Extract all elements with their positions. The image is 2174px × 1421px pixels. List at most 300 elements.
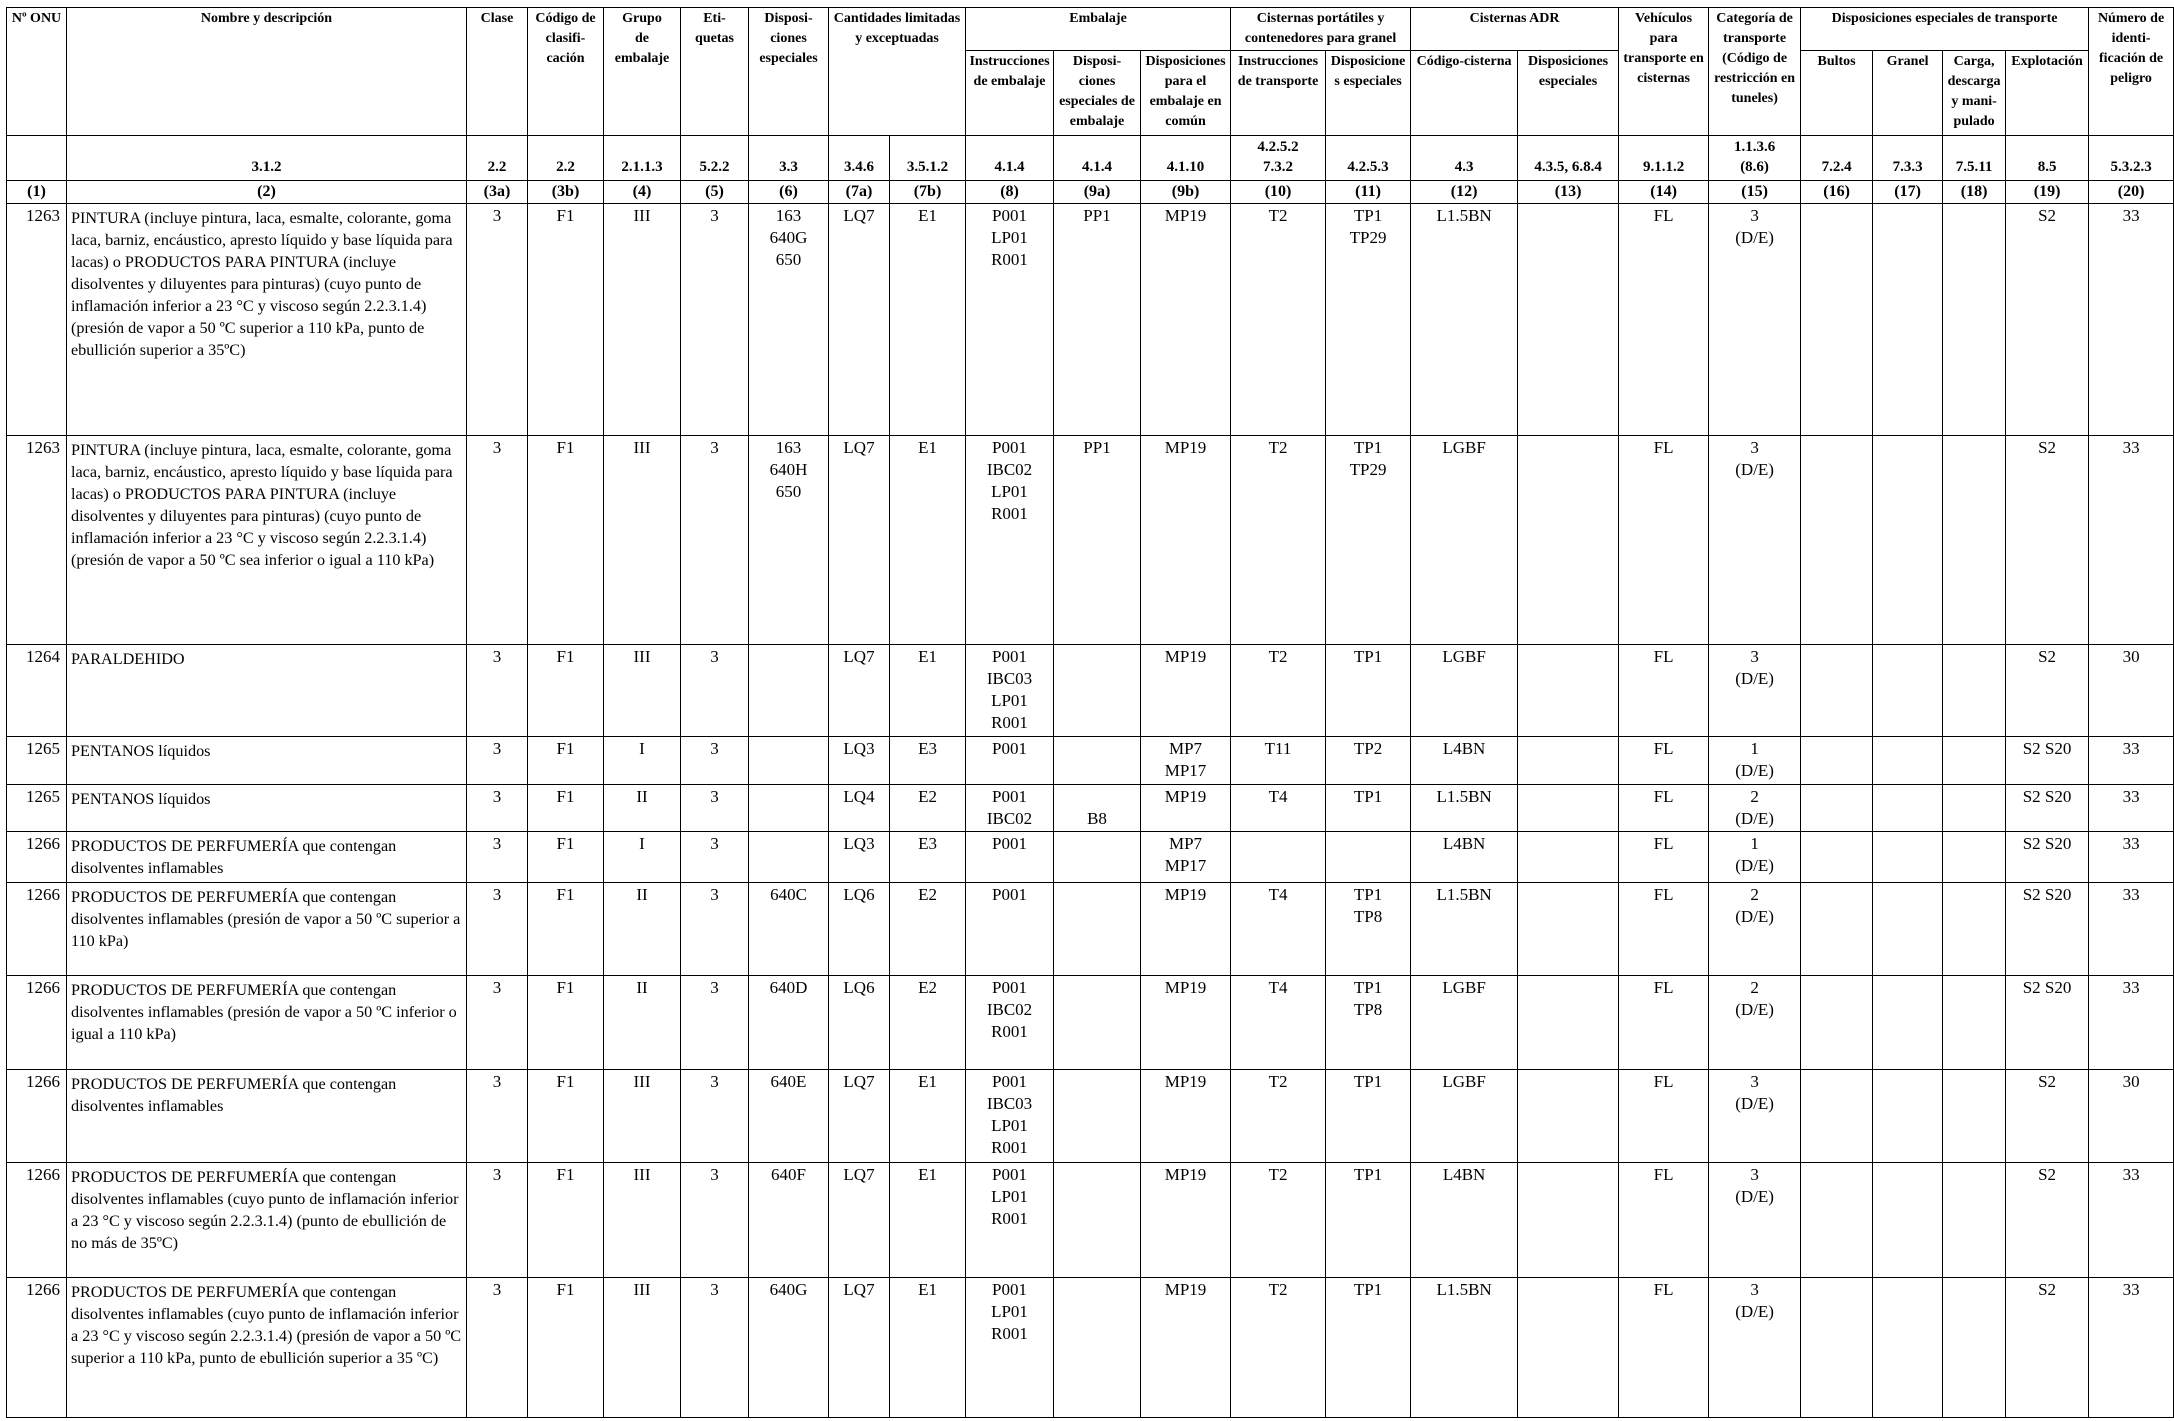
cell-operation: S2	[2006, 436, 2089, 645]
cell-substance-name: PRODUCTOS DE PERFUMERÍA que contengan disolventes inflamables	[67, 1070, 467, 1162]
header-cisternas-portatiles: Cisternas portátiles y contenedores para granel	[1231, 8, 1411, 51]
header-etiquetas: Eti- quetas	[681, 8, 749, 136]
cell-adr-tank-provisions	[1518, 784, 1619, 832]
cell-transport-category: 2 (D/E)	[1709, 976, 1801, 1070]
cell-packing-special-provisions: B8	[1054, 784, 1141, 832]
section-ref: 4.1.10	[1141, 136, 1231, 181]
cell-loading	[1943, 1070, 2006, 1162]
cell-tank-code: LGBF	[1411, 644, 1518, 736]
cell-excepted-quantity: E2	[890, 882, 966, 975]
column-number-row	[7, 181, 2174, 204]
column-number: (8)	[966, 181, 1054, 204]
cell-substance-name: PRODUCTOS DE PERFUMERÍA que contengan disolventes inflamables (presión de vapor a 50 ºC superior a 110 kPa)	[67, 882, 467, 975]
cell-onu-number: 1266	[7, 976, 67, 1070]
cell-packing-group: III	[604, 204, 681, 436]
cell-packing-group: II	[604, 882, 681, 975]
column-number: (14)	[1619, 181, 1709, 204]
cell-tank-special-provisions	[1326, 832, 1411, 883]
cell-packages	[1801, 976, 1873, 1070]
cell-onu-number: 1266	[7, 1162, 67, 1278]
cell-class: 3	[467, 882, 528, 975]
cell-tank-code: L1.5BN	[1411, 1278, 1518, 1418]
table-row	[7, 784, 2174, 832]
cell-tank-special-provisions: TP2	[1326, 737, 1411, 785]
cell-packing-instructions: P001	[966, 882, 1054, 975]
cell-operation: S2	[2006, 204, 2089, 436]
cell-tank-code: LGBF	[1411, 436, 1518, 645]
cell-tank-vehicle: FL	[1619, 882, 1709, 975]
cell-loading	[1943, 784, 2006, 832]
cell-adr-tank-provisions	[1518, 436, 1619, 645]
cell-labels: 3	[681, 204, 749, 436]
cell-tank-code: L4BN	[1411, 737, 1518, 785]
cell-packages	[1801, 882, 1873, 975]
cell-special-provisions: 640D	[749, 976, 829, 1070]
cell-substance-name: PENTANOS líquidos	[67, 737, 467, 785]
cell-operation: S2 S20	[2006, 882, 2089, 975]
column-number: (11)	[1326, 181, 1411, 204]
column-number: (12)	[1411, 181, 1518, 204]
cell-excepted-quantity: E1	[890, 436, 966, 645]
cell-adr-tank-provisions	[1518, 204, 1619, 436]
cell-labels: 3	[681, 832, 749, 883]
cell-class: 3	[467, 644, 528, 736]
section-ref: 4.1.4	[966, 136, 1054, 181]
cell-bulk	[1873, 436, 1943, 645]
cell-bulk	[1873, 1070, 1943, 1162]
header-nombre: Nombre y descripción	[67, 8, 467, 136]
cell-loading	[1943, 1278, 2006, 1418]
cell-loading	[1943, 882, 2006, 975]
cell-tank-vehicle: FL	[1619, 737, 1709, 785]
cell-mixed-packing: MP19	[1141, 882, 1231, 975]
cell-limited-quantity: LQ6	[829, 976, 890, 1070]
cell-class: 3	[467, 832, 528, 883]
column-number: (18)	[1943, 181, 2006, 204]
column-number: (17)	[1873, 181, 1943, 204]
header-bultos: Bultos	[1801, 51, 1873, 136]
cell-transport-category: 1 (D/E)	[1709, 832, 1801, 883]
cell-operation: S2	[2006, 1070, 2089, 1162]
cell-transport-category: 3 (D/E)	[1709, 436, 1801, 645]
cell-packages	[1801, 1162, 1873, 1278]
cell-hazard-number: 30	[2089, 644, 2174, 736]
cell-tank-vehicle: FL	[1619, 644, 1709, 736]
header-codigo-cisterna: Código-cisterna	[1411, 51, 1518, 136]
cell-packing-instructions: P001	[966, 737, 1054, 785]
cell-tank-vehicle: FL	[1619, 436, 1709, 645]
cell-bulk	[1873, 882, 1943, 975]
cell-transport-category: 2 (D/E)	[1709, 882, 1801, 975]
header-carga: Carga, descarga y mani- pulado	[1943, 51, 2006, 136]
cell-tank-vehicle: FL	[1619, 832, 1709, 883]
table-row	[7, 976, 2174, 1070]
cell-class: 3	[467, 737, 528, 785]
cell-classification-code: F1	[528, 436, 604, 645]
section-ref: 1.1.3.6 (8.6)	[1709, 136, 1801, 181]
cell-transport-category: 3 (D/E)	[1709, 1070, 1801, 1162]
cell-class: 3	[467, 436, 528, 645]
cell-tank-instructions: T4	[1231, 976, 1326, 1070]
cell-classification-code: F1	[528, 1070, 604, 1162]
cell-tank-special-provisions: TP1	[1326, 1162, 1411, 1278]
cell-substance-name: PRODUCTOS DE PERFUMERÍA que contengan disolventes inflamables	[67, 832, 467, 883]
cell-loading	[1943, 1162, 2006, 1278]
table-row	[7, 1162, 2174, 1278]
section-ref: 3.5.1.2	[890, 136, 966, 181]
cell-classification-code: F1	[528, 784, 604, 832]
cell-limited-quantity: LQ3	[829, 832, 890, 883]
cell-special-provisions: 640E	[749, 1070, 829, 1162]
cell-substance-name: PINTURA (incluye pintura, laca, esmalte, colorante, goma laca, barniz, encáustico, apresto líquido y base líquida para lacas) o PRODUCTOS PARA PINTURA (incluye disolventes y diluyentes para pinturas) (cuyo punto de inflamación inferior a 23 °C y viscoso según 2.2.3.1.4) (presión de vapor a 50 ºC sea inferior o igual a 110 kPa)	[67, 436, 467, 645]
cell-onu-number: 1266	[7, 832, 67, 883]
cell-class: 3	[467, 1278, 528, 1418]
section-ref: 5.3.2.3	[2089, 136, 2174, 181]
header-instrucciones-embalaje: Instrucciones de embalaje	[966, 51, 1054, 136]
cell-special-provisions	[749, 832, 829, 883]
cell-mixed-packing: MP7 MP17	[1141, 832, 1231, 883]
cell-packages	[1801, 204, 1873, 436]
cell-packing-instructions: P001 IBC02 LP01 R001	[966, 436, 1054, 645]
column-number: (7b)	[890, 181, 966, 204]
column-number: (1)	[7, 181, 67, 204]
cell-mixed-packing: MP19	[1141, 644, 1231, 736]
cell-hazard-number: 33	[2089, 1278, 2174, 1418]
header-clase: Clase	[467, 8, 528, 136]
table-header	[7, 8, 2174, 204]
section-ref: 2.2	[528, 136, 604, 181]
cell-labels: 3	[681, 737, 749, 785]
header-embalaje: Embalaje	[966, 8, 1231, 51]
cell-packing-group: III	[604, 1070, 681, 1162]
cell-packing-special-provisions	[1054, 976, 1141, 1070]
cell-operation: S2 S20	[2006, 784, 2089, 832]
cell-special-provisions: 640G	[749, 1278, 829, 1418]
column-number: (15)	[1709, 181, 1801, 204]
cell-tank-code: LGBF	[1411, 976, 1518, 1070]
cell-labels: 3	[681, 784, 749, 832]
cell-tank-instructions: T11	[1231, 737, 1326, 785]
header-explotacion: Explotación	[2006, 51, 2089, 136]
cell-onu-number: 1265	[7, 737, 67, 785]
header-onu: Nº ONU	[7, 8, 67, 136]
cell-packing-group: III	[604, 1278, 681, 1418]
cell-excepted-quantity: E1	[890, 644, 966, 736]
section-ref: 3.4.6	[829, 136, 890, 181]
cell-hazard-number: 30	[2089, 1070, 2174, 1162]
cell-packing-instructions: P001 IBC03 LP01 R001	[966, 1070, 1054, 1162]
cell-packing-special-provisions	[1054, 832, 1141, 883]
cell-tank-instructions: T2	[1231, 644, 1326, 736]
cell-labels: 3	[681, 976, 749, 1070]
cell-packing-special-provisions	[1054, 1162, 1141, 1278]
column-number: (19)	[2006, 181, 2089, 204]
header-disposiciones-cisternas: Disposicione s especiales	[1326, 51, 1411, 136]
cell-tank-special-provisions: TP1 TP29	[1326, 204, 1411, 436]
column-number: (13)	[1518, 181, 1619, 204]
cell-classification-code: F1	[528, 1162, 604, 1278]
column-number: (5)	[681, 181, 749, 204]
cell-packing-group: II	[604, 976, 681, 1070]
cell-tank-instructions: T2	[1231, 436, 1326, 645]
section-ref: 7.5.11	[1943, 136, 2006, 181]
cell-operation: S2 S20	[2006, 976, 2089, 1070]
cell-excepted-quantity: E3	[890, 737, 966, 785]
column-number: (3b)	[528, 181, 604, 204]
cell-adr-tank-provisions	[1518, 882, 1619, 975]
cell-tank-code: L4BN	[1411, 1162, 1518, 1278]
column-number: (9b)	[1141, 181, 1231, 204]
cell-tank-instructions: T2	[1231, 1162, 1326, 1278]
cell-onu-number: 1266	[7, 1278, 67, 1418]
cell-tank-special-provisions: TP1	[1326, 644, 1411, 736]
header-instrucciones-transporte: Instrucciones de transporte	[1231, 51, 1326, 136]
cell-tank-code: L1.5BN	[1411, 204, 1518, 436]
cell-bulk	[1873, 784, 1943, 832]
cell-transport-category: 1 (D/E)	[1709, 737, 1801, 785]
cell-adr-tank-provisions	[1518, 1162, 1619, 1278]
cell-tank-vehicle: FL	[1619, 1278, 1709, 1418]
cell-bulk	[1873, 976, 1943, 1070]
cell-classification-code: F1	[528, 204, 604, 436]
cell-tank-special-provisions: TP1 TP29	[1326, 436, 1411, 645]
cell-packages	[1801, 436, 1873, 645]
cell-packing-group: III	[604, 436, 681, 645]
cell-classification-code: F1	[528, 832, 604, 883]
cell-limited-quantity: LQ7	[829, 1162, 890, 1278]
column-number: (16)	[1801, 181, 1873, 204]
cell-substance-name: PARALDEHIDO	[67, 644, 467, 736]
cell-excepted-quantity: E2	[890, 976, 966, 1070]
cell-transport-category: 2 (D/E)	[1709, 784, 1801, 832]
column-number: (10)	[1231, 181, 1326, 204]
cell-bulk	[1873, 644, 1943, 736]
header-disposiciones-comun: Disposiciones para el embalaje en común	[1141, 51, 1231, 136]
cell-operation: S2	[2006, 644, 2089, 736]
cell-substance-name: PRODUCTOS DE PERFUMERÍA que contengan disolventes inflamables (presión de vapor a 50 ºC inferior o igual a 110 kPa)	[67, 976, 467, 1070]
cell-mixed-packing: MP19	[1141, 1162, 1231, 1278]
cell-tank-code: L4BN	[1411, 832, 1518, 883]
cell-packing-group: I	[604, 832, 681, 883]
cell-tank-instructions: T4	[1231, 882, 1326, 975]
section-ref	[7, 136, 67, 181]
cell-packing-special-provisions: PP1	[1054, 436, 1141, 645]
cell-operation: S2	[2006, 1278, 2089, 1418]
cell-packages	[1801, 832, 1873, 883]
cell-limited-quantity: LQ3	[829, 737, 890, 785]
cell-classification-code: F1	[528, 737, 604, 785]
section-ref: 3.1.2	[67, 136, 467, 181]
cell-tank-code: L1.5BN	[1411, 784, 1518, 832]
cell-packing-special-provisions	[1054, 1278, 1141, 1418]
cell-limited-quantity: LQ7	[829, 436, 890, 645]
cell-classification-code: F1	[528, 882, 604, 975]
cell-labels: 3	[681, 1278, 749, 1418]
cell-loading	[1943, 737, 2006, 785]
column-number: (3a)	[467, 181, 528, 204]
cell-loading	[1943, 644, 2006, 736]
cell-limited-quantity: LQ7	[829, 1070, 890, 1162]
cell-packing-instructions: P001 LP01 R001	[966, 1278, 1054, 1418]
cell-excepted-quantity: E2	[890, 784, 966, 832]
cell-adr-tank-provisions	[1518, 644, 1619, 736]
cell-bulk	[1873, 1278, 1943, 1418]
cell-classification-code: F1	[528, 1278, 604, 1418]
cell-packing-instructions: P001 IBC02 R001	[966, 976, 1054, 1070]
header-numero-peligro: Número de identi- ficación de peligro	[2089, 8, 2174, 136]
cell-classification-code: F1	[528, 976, 604, 1070]
cell-tank-vehicle: FL	[1619, 1162, 1709, 1278]
cell-bulk	[1873, 204, 1943, 436]
cell-loading	[1943, 204, 2006, 436]
cell-labels: 3	[681, 1070, 749, 1162]
table-row	[7, 1278, 2174, 1418]
section-ref: 8.5	[2006, 136, 2089, 181]
cell-tank-instructions: T2	[1231, 1070, 1326, 1162]
cell-hazard-number: 33	[2089, 784, 2174, 832]
cell-adr-tank-provisions	[1518, 976, 1619, 1070]
table-row	[7, 644, 2174, 736]
cell-packing-instructions: P001 LP01 R001	[966, 204, 1054, 436]
header-cantidades: Cantidades limitadas y exceptuadas	[829, 8, 966, 136]
table-row	[7, 1070, 2174, 1162]
section-ref: 9.1.1.2	[1619, 136, 1709, 181]
table-row	[7, 832, 2174, 883]
cell-loading	[1943, 976, 2006, 1070]
section-reference-row	[7, 136, 2174, 181]
cell-special-provisions: 640C	[749, 882, 829, 975]
cell-class: 3	[467, 976, 528, 1070]
cell-labels: 3	[681, 882, 749, 975]
cell-hazard-number: 33	[2089, 832, 2174, 883]
cell-onu-number: 1263	[7, 204, 67, 436]
cell-excepted-quantity: E3	[890, 832, 966, 883]
cell-tank-special-provisions: TP1	[1326, 784, 1411, 832]
column-number: (6)	[749, 181, 829, 204]
cell-mixed-packing: MP19	[1141, 976, 1231, 1070]
cell-hazard-number: 33	[2089, 436, 2174, 645]
section-ref: 2.2	[467, 136, 528, 181]
cell-tank-special-provisions: TP1	[1326, 1278, 1411, 1418]
cell-transport-category: 3 (D/E)	[1709, 644, 1801, 736]
cell-classification-code: F1	[528, 644, 604, 736]
cell-transport-category: 3 (D/E)	[1709, 204, 1801, 436]
cell-class: 3	[467, 204, 528, 436]
cell-packages	[1801, 1070, 1873, 1162]
header-grupo: Grupo de embalaje	[604, 8, 681, 136]
cell-packing-group: III	[604, 1162, 681, 1278]
cell-onu-number: 1265	[7, 784, 67, 832]
cell-operation: S2 S20	[2006, 737, 2089, 785]
cell-limited-quantity: LQ4	[829, 784, 890, 832]
column-number: (4)	[604, 181, 681, 204]
cell-operation: S2	[2006, 1162, 2089, 1278]
cell-operation: S2 S20	[2006, 832, 2089, 883]
table-row	[7, 436, 2174, 645]
section-ref: 4.2.5.3	[1326, 136, 1411, 181]
cell-mixed-packing: MP19	[1141, 1278, 1231, 1418]
table-row	[7, 737, 2174, 785]
cell-onu-number: 1264	[7, 644, 67, 736]
cell-tank-instructions	[1231, 832, 1326, 883]
cell-packing-group: II	[604, 784, 681, 832]
section-ref: 3.3	[749, 136, 829, 181]
cell-tank-vehicle: FL	[1619, 204, 1709, 436]
table-row	[7, 204, 2174, 436]
section-ref: 2.1.1.3	[604, 136, 681, 181]
cell-substance-name: PRODUCTOS DE PERFUMERÍA que contengan disolventes inflamables (cuyo punto de inflamación inferior a 23 °C y viscoso según 2.2.3.1.4) (punto de ebullición de no más de 35ºC)	[67, 1162, 467, 1278]
cell-hazard-number: 33	[2089, 737, 2174, 785]
cell-special-provisions: 163 640H 650	[749, 436, 829, 645]
cell-packing-special-provisions	[1054, 737, 1141, 785]
header-disposiciones-embalaje: Disposi- ciones especiales de embalaje	[1054, 51, 1141, 136]
cell-transport-category: 3 (D/E)	[1709, 1162, 1801, 1278]
dangerous-goods-table	[6, 7, 2174, 1418]
column-number: (7a)	[829, 181, 890, 204]
cell-mixed-packing: MP19	[1141, 1070, 1231, 1162]
cell-packages	[1801, 644, 1873, 736]
cell-mixed-packing: MP19	[1141, 784, 1231, 832]
cell-packing-group: I	[604, 737, 681, 785]
cell-packing-special-provisions	[1054, 882, 1141, 975]
cell-substance-name: PINTURA (incluye pintura, laca, esmalte, colorante, goma laca, barniz, encáustico, apresto líquido y base líquida para lacas) o PRODUCTOS PARA PINTURA (incluye disolventes y diluyentes para pinturas) (cuyo punto de inflamación inferior a 23 °C y viscoso según 2.2.3.1.4) (presión de vapor a 50 ºC superior a 110 kPa, punto de ebullición superior a 35ºC)	[67, 204, 467, 436]
cell-packing-special-provisions: PP1	[1054, 204, 1141, 436]
cell-packing-instructions: P001 IBC02	[966, 784, 1054, 832]
cell-tank-code: L1.5BN	[1411, 882, 1518, 975]
cell-hazard-number: 33	[2089, 976, 2174, 1070]
cell-tank-vehicle: FL	[1619, 784, 1709, 832]
cell-packing-special-provisions	[1054, 1070, 1141, 1162]
cell-bulk	[1873, 1162, 1943, 1278]
section-ref: 4.3.5, 6.8.4	[1518, 136, 1619, 181]
column-number: (2)	[67, 181, 467, 204]
cell-adr-tank-provisions	[1518, 832, 1619, 883]
cell-tank-instructions: T2	[1231, 204, 1326, 436]
section-ref: 4.2.5.2 7.3.2	[1231, 136, 1326, 181]
cell-packing-instructions: P001 IBC03 LP01 R001	[966, 644, 1054, 736]
cell-packing-instructions: P001	[966, 832, 1054, 883]
cell-limited-quantity: LQ6	[829, 882, 890, 975]
cell-class: 3	[467, 1162, 528, 1278]
cell-mixed-packing: MP7 MP17	[1141, 737, 1231, 785]
cell-packing-instructions: P001 LP01 R001	[966, 1162, 1054, 1278]
cell-special-provisions	[749, 737, 829, 785]
header-disposiciones-especiales: Disposi- ciones especiales	[749, 8, 829, 136]
cell-onu-number: 1263	[7, 436, 67, 645]
section-ref: 5.2.2	[681, 136, 749, 181]
cell-tank-instructions: T4	[1231, 784, 1326, 832]
cell-loading	[1943, 832, 2006, 883]
table-row	[7, 882, 2174, 975]
section-ref: 4.1.4	[1054, 136, 1141, 181]
cell-hazard-number: 33	[2089, 882, 2174, 975]
cell-limited-quantity: LQ7	[829, 1278, 890, 1418]
cell-substance-name: PENTANOS líquidos	[67, 784, 467, 832]
cell-packages	[1801, 784, 1873, 832]
cell-adr-tank-provisions	[1518, 1070, 1619, 1162]
header-granel: Granel	[1873, 51, 1943, 136]
cell-labels: 3	[681, 644, 749, 736]
cell-excepted-quantity: E1	[890, 1162, 966, 1278]
cell-packages	[1801, 737, 1873, 785]
cell-bulk	[1873, 832, 1943, 883]
cell-packing-special-provisions	[1054, 644, 1141, 736]
column-number: (9a)	[1054, 181, 1141, 204]
cell-tank-vehicle: FL	[1619, 976, 1709, 1070]
cell-labels: 3	[681, 436, 749, 645]
cell-transport-category: 3 (D/E)	[1709, 1278, 1801, 1418]
cell-onu-number: 1266	[7, 1070, 67, 1162]
